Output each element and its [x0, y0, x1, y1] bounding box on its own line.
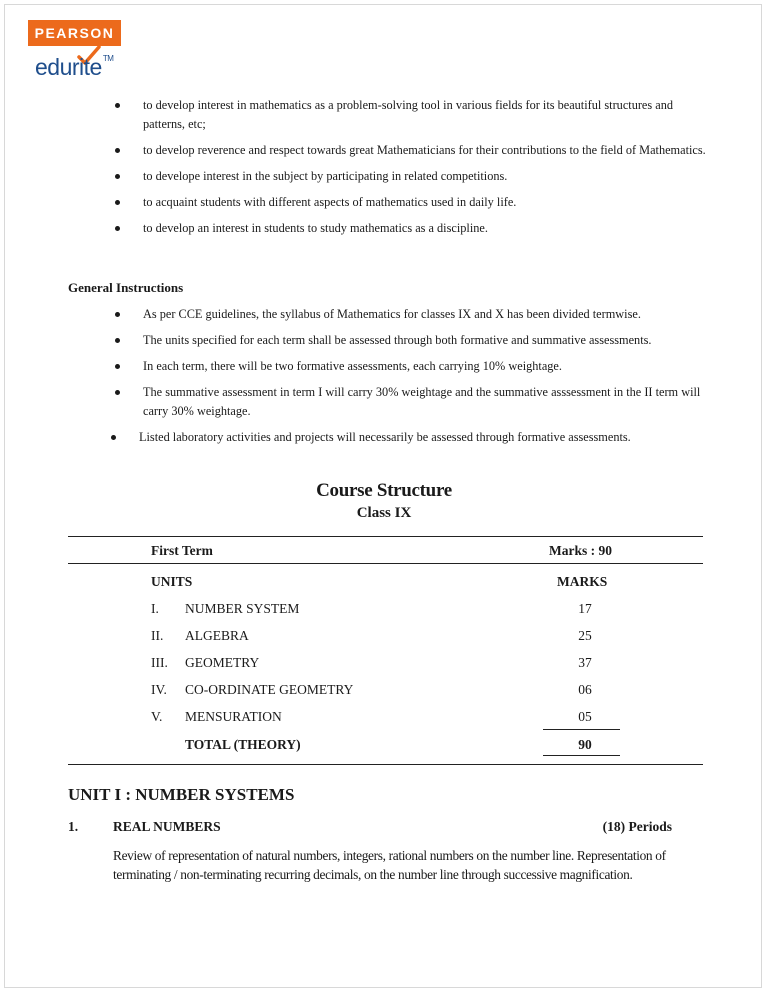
unit-number: III. — [151, 655, 168, 670]
section-periods: (18) Periods — [602, 819, 672, 834]
marks-total-label: Marks : 90 — [549, 543, 612, 558]
table-header-rule — [68, 563, 703, 564]
unit-marks: 05 — [578, 709, 592, 724]
unit-marks: 25 — [578, 628, 592, 643]
table-row — [0, 628, 768, 650]
unit-heading: UNIT I : NUMBER SYSTEMS — [68, 785, 295, 804]
total-underline — [543, 755, 620, 756]
term-label: First Term — [151, 543, 213, 558]
subtotal-rule — [543, 729, 620, 730]
bullet-icon — [111, 435, 116, 440]
section-title: REAL NUMBERS — [113, 819, 221, 834]
unit-marks: 17 — [578, 601, 592, 616]
total-label: TOTAL (THEORY) — [185, 737, 301, 752]
list-item: to develop reverence and respect towards great Mathematicians for their contributions to the field of Mathematics. — [113, 141, 708, 160]
list-item: In each term, there will be two formative assessments, each carrying 10% weightage. — [113, 357, 708, 376]
section-number: 1. — [68, 819, 79, 834]
unit-name: GEOMETRY — [185, 655, 260, 670]
units-column-header: UNITS — [151, 574, 193, 589]
list-item: Listed laboratory activities and projects will necessarily be assessed through formative assessments. — [109, 428, 708, 447]
unit-number: I. — [151, 601, 159, 616]
list-item: to acquaint students with different aspects of mathematics used in daily life. — [113, 193, 708, 212]
bullet-icon — [115, 338, 120, 343]
table-top-rule — [68, 536, 703, 537]
pearson-logo-text: PEARSON — [34, 25, 115, 41]
bullet-icon — [115, 226, 120, 231]
bullet-icon — [115, 174, 120, 179]
trademark: TM — [102, 54, 114, 63]
list-item: to develop interest in mathematics as a problem-solving tool in various fields for its beautiful structures and patterns, etc; — [113, 96, 708, 134]
bullet-icon — [115, 364, 120, 369]
bullet-icon — [115, 200, 120, 205]
list-item: The summative assessment in term I will carry 30% weightage and the summative asssessment in the II term will carry 30% weightage. — [113, 383, 708, 421]
bullet-icon — [115, 148, 120, 153]
course-structure-title: Course Structure — [316, 480, 452, 501]
list-item: The units specified for each term shall be assessed through both formative and summative assessments. — [113, 331, 708, 350]
unit-marks: 37 — [578, 655, 592, 670]
unit-number: II. — [151, 628, 164, 643]
list-item: to develop an interest in students to study mathematics as a discipline. — [113, 219, 708, 238]
bullet-icon — [115, 103, 120, 108]
unit-number: IV. — [151, 682, 167, 697]
unit-number: V. — [151, 709, 163, 724]
objectives-list — [113, 96, 708, 245]
general-instructions-heading: General Instructions — [68, 280, 184, 295]
table-row — [0, 601, 768, 623]
bullet-icon — [115, 390, 120, 395]
unit-name: CO-ORDINATE GEOMETRY — [185, 682, 354, 697]
section-body: Review of representation of natural numbers, integers, rational numbers on the number line. Representation of terminating / non-terminating recurring decimals, on the number line through successive magnification. — [113, 848, 666, 882]
table-row — [0, 682, 768, 704]
unit-name: ALGEBRA — [185, 628, 249, 643]
pearson-logo — [28, 20, 121, 46]
edurite-logo — [35, 54, 113, 90]
class-subtitle: Class IX — [356, 505, 412, 521]
list-item: As per CCE guidelines, the syllabus of Mathematics for classes IX and X has been divided termwise. — [113, 305, 708, 324]
list-item: to develope interest in the subject by participating in related competitions. — [113, 167, 708, 186]
unit-marks: 06 — [578, 682, 592, 697]
instructions-list — [113, 305, 708, 454]
unit-name: MENSURATION — [185, 709, 282, 724]
table-row — [0, 709, 768, 731]
bullet-icon — [115, 312, 120, 317]
edurite-logo-text: edurite — [35, 54, 102, 80]
table-row — [0, 655, 768, 677]
unit-name: NUMBER SYSTEM — [185, 601, 300, 616]
marks-column-header: MARKS — [557, 574, 608, 589]
table-bottom-rule — [68, 764, 703, 765]
total-value: 90 — [578, 737, 592, 752]
